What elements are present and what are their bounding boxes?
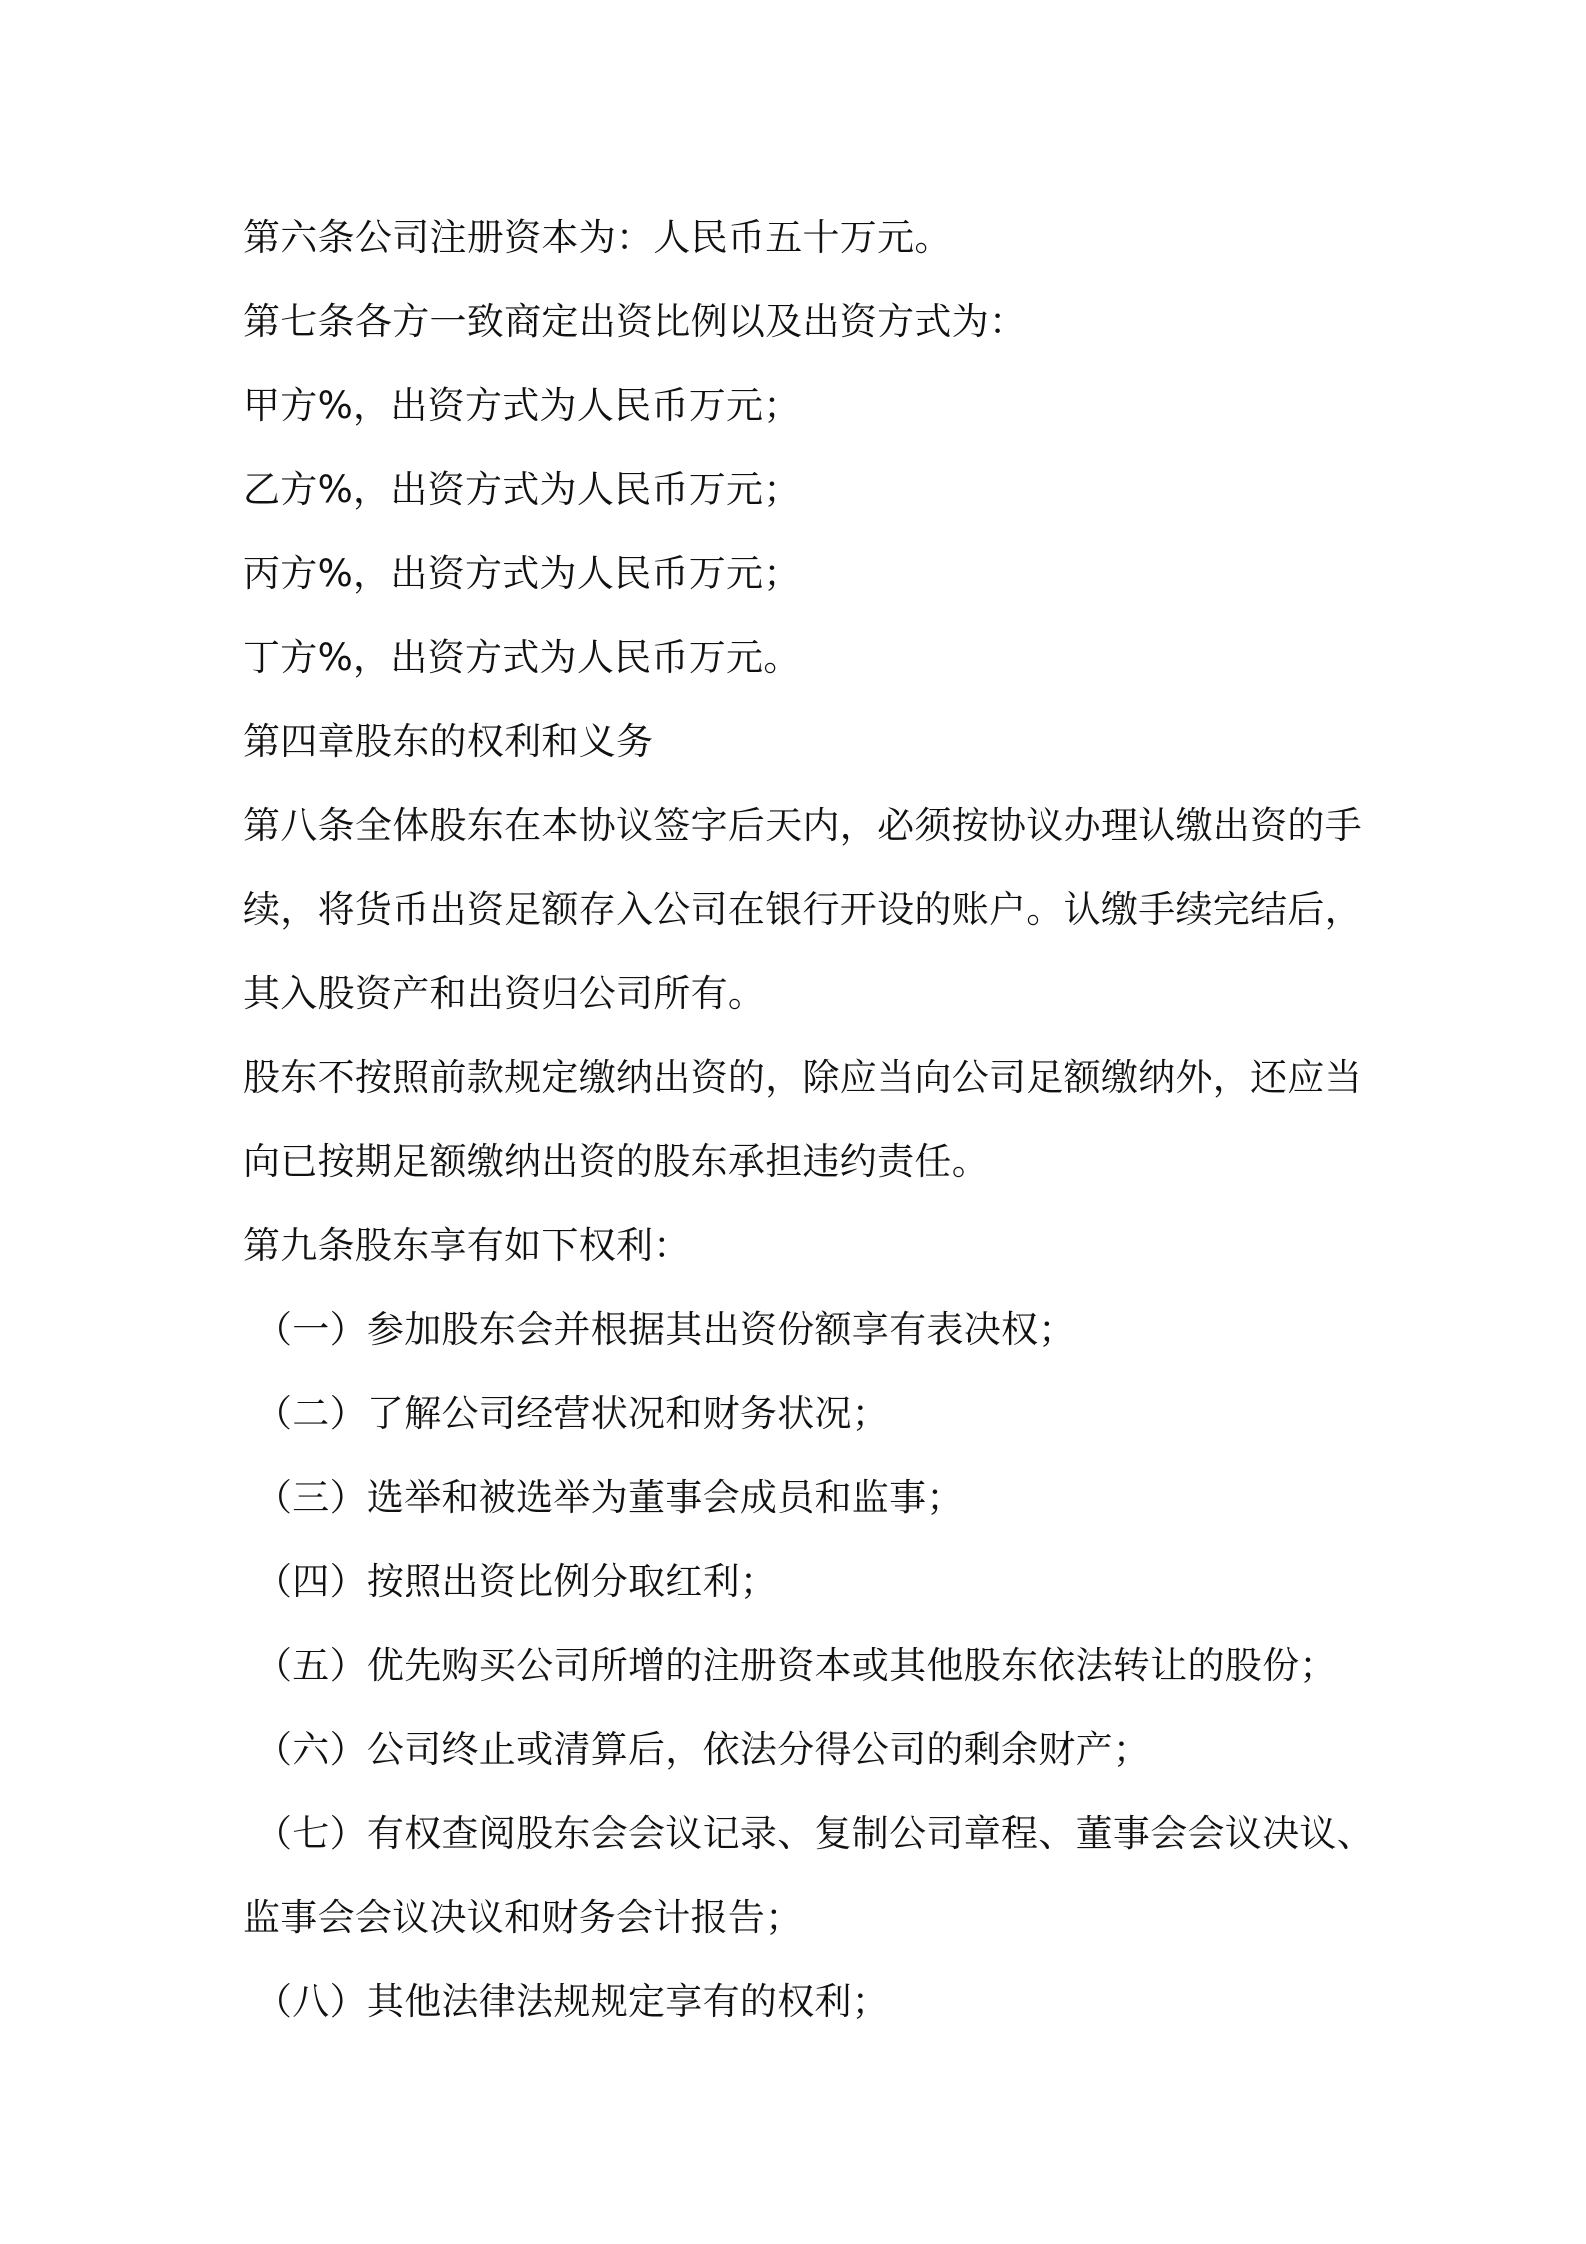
- default-clause-line-2: 向已按期足额缴纳出资的股东承担违约责任。: [243, 1140, 989, 1183]
- article-8-line-1: 第八条全体股东在本协议签字后天内，必须按协议办理认缴出资的手: [243, 804, 1362, 847]
- right-item-2: （二）了解公司经营状况和财务状况；: [255, 1392, 890, 1435]
- right-item-7-line-2: 监事会会议决议和财务会计报告；: [243, 1896, 803, 1939]
- default-clause-line-1: 股东不按照前款规定缴纳出资的，除应当向公司足额缴纳外，还应当: [243, 1056, 1362, 1099]
- article-9-rights-intro: 第九条股东享有如下权利：: [243, 1224, 691, 1267]
- article-8-line-3: 其入股资产和出资归公司所有。: [243, 972, 766, 1015]
- article-6-registered-capital: 第六条公司注册资本为：人民币五十万元。: [243, 216, 952, 259]
- article-8-line-2: 续，将货币出资足额存入公司在银行开设的账户。认缴手续完结后，: [243, 888, 1362, 931]
- party-c-contribution: 丙方%，出资方式为人民币万元；: [243, 552, 801, 595]
- chapter-4-heading: 第四章股东的权利和义务: [243, 720, 654, 763]
- article-7-contribution-intro: 第七条各方一致商定出资比例以及出资方式为：: [243, 300, 1027, 343]
- document-body: [243, 196, 1374, 2044]
- right-item-1: （一）参加股东会并根据其出资份额享有表决权；: [255, 1308, 1076, 1351]
- right-item-6: （六）公司终止或清算后，依法分得公司的剩余财产；: [255, 1728, 1151, 1771]
- party-a-contribution: 甲方%，出资方式为人民币万元；: [243, 384, 801, 427]
- party-d-contribution: 丁方%，出资方式为人民币万元。: [243, 636, 801, 679]
- party-b-contribution: 乙方%，出资方式为人民币万元；: [243, 468, 801, 511]
- right-item-3: （三）选举和被选举为董事会成员和监事；: [255, 1476, 964, 1519]
- right-item-8: （八）其他法律法规规定享有的权利；: [255, 1980, 890, 2023]
- right-item-4: （四）按照出资比例分取红利；: [255, 1560, 778, 1603]
- right-item-7-line-1: （七）有权查阅股东会会议记录、复制公司章程、董事会会议决议、: [255, 1812, 1374, 1855]
- right-item-5: （五）优先购买公司所增的注册资本或其他股东依法转让的股份；: [255, 1644, 1337, 1687]
